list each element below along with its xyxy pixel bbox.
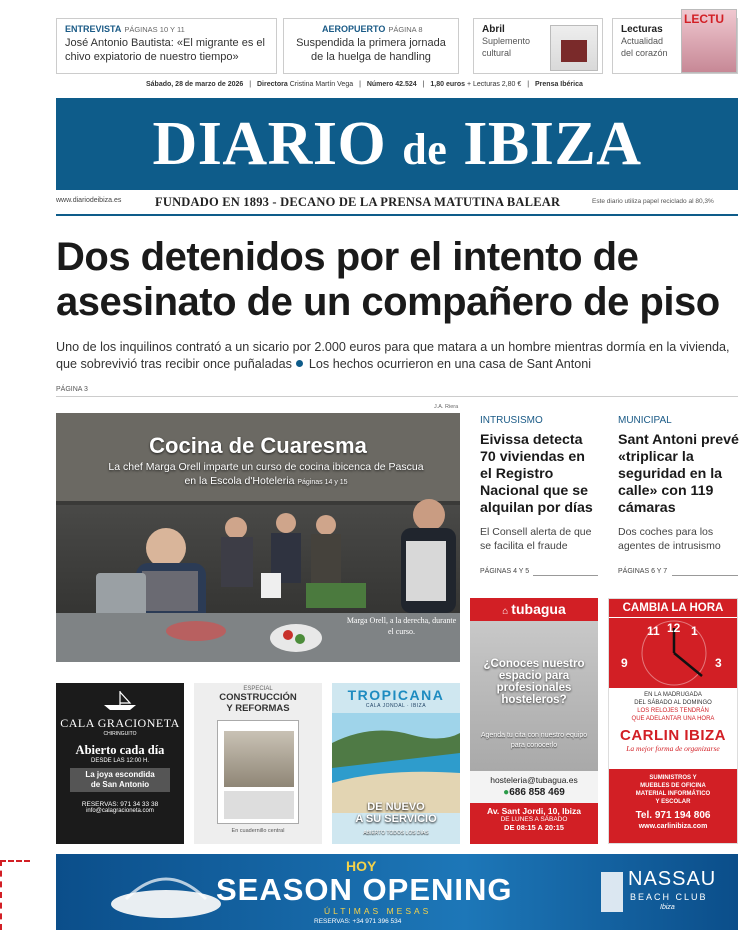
founded-tagline: FUNDADO EN 1893 - DECANO DE LA PRENSA MATUTINA BALEAR bbox=[155, 195, 561, 209]
tropicana-sub: ABIERTO TODOS LOS DÍAS bbox=[363, 830, 429, 836]
especial-note: En cuadernillo central bbox=[231, 828, 285, 834]
nassau-city: Ibiza bbox=[660, 904, 675, 911]
teaser-lecturas[interactable] bbox=[612, 12, 738, 74]
tubagua-phone[interactable]: ●686 858 469 bbox=[503, 787, 565, 798]
teaser-text: Actualidad del corazón bbox=[621, 36, 668, 58]
especial-cover-thumbnail bbox=[217, 720, 299, 824]
cala-open: Abierto cada día bbox=[75, 743, 165, 757]
cala-hours: DESDE LAS 12:00 H. bbox=[90, 758, 150, 764]
nassau-brand: NASSAU bbox=[628, 868, 717, 890]
ad-especial-construccion[interactable] bbox=[194, 683, 322, 844]
ad-cala-gracioneta[interactable] bbox=[56, 683, 184, 844]
photo-caption: Marga Orell, a la derecha, durante el curso. bbox=[346, 616, 457, 636]
carlin-note: EN LA MADRUGADA DEL SÁBADO AL DOMINGO LOS RELOJES TENDRÁN QUE ADELANTAR UNA HORA bbox=[631, 692, 715, 722]
lead-pages: PÁGINA 3 bbox=[56, 386, 88, 393]
photo-credit: J.A. Riera bbox=[434, 404, 459, 410]
banner-sub: ÚLTIMAS MESAS bbox=[324, 906, 432, 916]
bullet-icon bbox=[296, 360, 303, 367]
ad-carlin-cambia-la-hora[interactable] bbox=[608, 598, 738, 844]
ad-tubagua[interactable] bbox=[470, 598, 598, 844]
story1-pages: PÁGINAS 4 Y 5 bbox=[480, 568, 530, 575]
story1-summary: El Consell alerta de que se facilita el fraude bbox=[480, 526, 592, 552]
lead-subheadline: Uno de los inquilinos contrató a un sicario por 2.000 euros para que matara a un hombre mientras dormía en la vivienda, que sobrevivió tras recibir once puñaladas Los hechos ocurrieron en una casa de Sant Antoni bbox=[56, 340, 730, 371]
teaser-label: Lecturas bbox=[621, 24, 663, 35]
edge-cutout-marker bbox=[0, 860, 30, 930]
cala-sub: CHIRINGUITO bbox=[103, 731, 137, 737]
carlin-title: CAMBIA LA HORA bbox=[609, 599, 737, 617]
story1-headline[interactable]: Eivissa detecta 70 viviendas en el Registro Nacional que se alquilan por días bbox=[480, 432, 593, 516]
recycled-note: Este diario utiliza papel reciclado al 80,3% bbox=[592, 198, 714, 205]
teaser-text: Suspendida la primera jornada de la huelga de handling bbox=[296, 37, 446, 63]
especial-title-2: Y REFORMAS bbox=[226, 703, 290, 714]
tropicana-place: CALA JONDAL · IBIZA bbox=[365, 703, 427, 709]
photo-subtitle: La chef Marga Orell imparte un curso de cocina ibicenca de Pascua en la Escola d'Hoteleria Páginas 14 y 15 bbox=[108, 461, 424, 487]
tropicana-name: TROPICANA bbox=[347, 687, 445, 703]
banner-main: SEASON OPENING bbox=[216, 872, 513, 907]
story2-pages: PÁGINAS 6 Y 7 bbox=[618, 568, 668, 575]
tubagua-question: ¿Conoces nuestro espacio para profesionales hosteleros? bbox=[483, 658, 585, 706]
tubagua-header: ⌂ tubagua bbox=[470, 598, 598, 621]
website-url[interactable]: www.diariodeibiza.es bbox=[56, 197, 122, 204]
tubagua-logo-icon: ⌂ bbox=[502, 606, 509, 617]
cala-name: CALA GRACIONETA bbox=[60, 716, 180, 730]
clock-panel: 11 12 1 9 3 bbox=[609, 618, 737, 688]
teaser-entrevista[interactable] bbox=[56, 18, 277, 74]
cala-tagline-box: La joya escondida de San Antonio bbox=[70, 768, 170, 792]
tropicana-slogan: DE NUEVO A SU SERVICIO bbox=[355, 801, 437, 825]
lead-headline[interactable]: Dos detenidos por el intento de asesinato de un compañero de piso bbox=[56, 235, 720, 324]
masthead-rule bbox=[56, 214, 738, 216]
lecturas-cover-logo: LECTU bbox=[684, 12, 724, 26]
teaser-label: ENTREVISTA PÁGINAS 10 Y 11 bbox=[65, 24, 185, 34]
masthead[interactable] bbox=[56, 98, 738, 190]
teaser-label: AEROPUERTO PÁGINA 8 bbox=[322, 24, 423, 34]
kitchen-photo[interactable] bbox=[56, 413, 460, 662]
teaser-abril[interactable] bbox=[473, 18, 603, 74]
photo-title: Cocina de Cuaresma bbox=[149, 433, 367, 458]
teaser-text: Suplemento cultural bbox=[482, 36, 531, 58]
teaser-label: Abril bbox=[482, 24, 505, 35]
tubagua-email[interactable]: hosteleria@tubagua.es bbox=[490, 775, 578, 785]
carlin-slogan: La mejor forma de organizarse bbox=[626, 744, 720, 753]
story2-section-label: MUNICIPAL bbox=[618, 415, 672, 426]
dateline: Sábado, 28 de marzo de 2026 | Directora Cristina Martín Vega | Número 42.524 | 1,80 euros + Lecturas 2,80 € | Prensa Ibérica bbox=[146, 81, 583, 88]
tubagua-cta: Agenda tu cita con nuestro equipo para conocerlo bbox=[480, 732, 588, 749]
nassau-brand-sub: BEACH CLUB bbox=[630, 892, 708, 902]
teaser-text: José Antonio Bautista: «El migrante es el chivo expiatorio de nuestro tiempo» bbox=[65, 37, 265, 63]
teaser-aeropuerto[interactable] bbox=[283, 18, 459, 74]
divider bbox=[672, 575, 738, 576]
boat-logo-icon bbox=[100, 689, 140, 711]
whatsapp-icon: ● bbox=[503, 787, 510, 798]
cala-reservations: RESERVAS: 971 34 33 38 bbox=[81, 801, 159, 808]
banner-hoy: HOY bbox=[346, 858, 377, 874]
lecturas-cover-thumbnail bbox=[681, 9, 737, 73]
cala-email: info@calagracioneta.com bbox=[86, 808, 154, 814]
ad-tropicana[interactable] bbox=[332, 683, 460, 844]
story2-summary: Dos coches para los agentes de intrusismo bbox=[618, 526, 721, 552]
banner-res: RESERVAS: +34 971 396 534 bbox=[314, 918, 402, 925]
beach-scene-illustration bbox=[332, 713, 460, 813]
carlin-details: SUMINISTROS Y MUEBLES DE OFICINA MATERIAL INFORMÁTICO Y ESCOLAR Tel. 971 194 806 www.carlinibiza.com bbox=[609, 769, 737, 844]
masthead-title: DIARIO de IBIZA bbox=[152, 110, 642, 178]
especial-title-1: CONSTRUCCIÓN bbox=[219, 692, 297, 703]
carlin-brand: CARLIN IBIZA bbox=[620, 727, 726, 744]
abril-cover-thumbnail bbox=[550, 25, 598, 71]
story1-section-label: INTRUSISMO bbox=[480, 415, 543, 426]
tubagua-address-box: Av. Sant Jordi, 10, Ibiza DE LUNES A SÁBADO DE 08:15 A 20:15 bbox=[470, 803, 598, 844]
especial-label: ESPECIAL bbox=[243, 686, 273, 692]
ad-nassau-season-opening[interactable] bbox=[56, 854, 738, 930]
story2-headline[interactable]: Sant Antoni prevé «triplicar la seguridad en la calle» con 119 cámaras bbox=[618, 432, 739, 516]
divider bbox=[56, 396, 738, 397]
divider bbox=[533, 575, 598, 576]
